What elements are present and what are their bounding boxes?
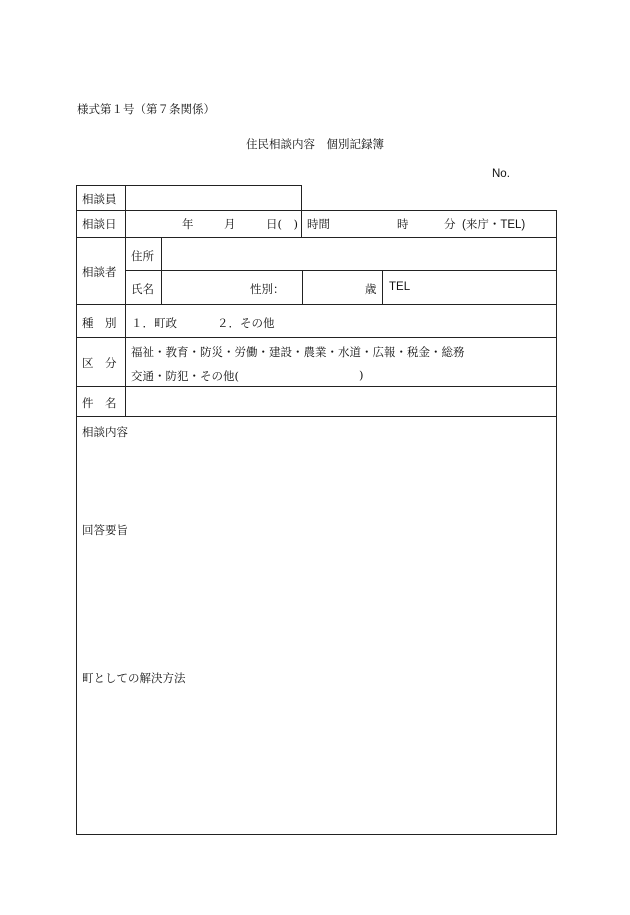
day-label: 日( ) xyxy=(266,217,298,231)
subject-label: 件 名 xyxy=(82,396,117,410)
contact-mode: (来庁・TEL) xyxy=(462,219,526,231)
category-options-line2[interactable]: 交通・防犯・その他( xyxy=(131,369,239,383)
minute-label: 分 xyxy=(444,217,456,231)
age-label: 歳 xyxy=(365,282,377,296)
answer-area[interactable] xyxy=(78,540,554,664)
solution-section-label: 町としての解決方法 xyxy=(82,671,186,685)
year-label: 年 xyxy=(182,217,194,231)
category-options-line1[interactable]: 福祉・教育・防災・労働・建設・農業・水道・広報・税金・総務 xyxy=(131,345,465,359)
type-option-other[interactable]: ２．その他 xyxy=(217,316,275,330)
solution-area[interactable] xyxy=(78,688,554,832)
content-area[interactable] xyxy=(78,442,554,512)
name-field[interactable] xyxy=(163,272,243,302)
answer-section-label: 回答要旨 xyxy=(82,523,128,537)
tel-field[interactable] xyxy=(415,272,555,302)
tel-label: TEL xyxy=(389,281,411,293)
type-label: 種 別 xyxy=(82,316,117,330)
time-label: 時間 xyxy=(307,217,330,231)
category-other-close: ) xyxy=(359,368,364,382)
name-label: 氏名 xyxy=(131,282,154,296)
consultant-label: 相談者 xyxy=(82,265,117,279)
counselor-field[interactable] xyxy=(127,187,299,208)
gender-label: 性別： xyxy=(250,282,285,296)
date-label: 相談日 xyxy=(82,217,117,231)
type-option-town[interactable]: １．町政 xyxy=(131,316,177,330)
address-label: 住所 xyxy=(131,249,154,263)
counselor-label: 相談員 xyxy=(82,192,117,206)
subject-field[interactable] xyxy=(127,388,555,415)
hour-label: 時 xyxy=(397,217,409,231)
category-label: 区 分 xyxy=(82,356,117,370)
content-section-label: 相談内容 xyxy=(82,425,128,439)
form-reference: 様式第１号（第７条関係） xyxy=(77,102,215,116)
month-label: 月 xyxy=(224,217,236,231)
address-field[interactable] xyxy=(163,239,555,269)
form-title: 住民相談内容 個別記録簿 xyxy=(246,137,384,151)
number-label: No. xyxy=(492,168,510,180)
